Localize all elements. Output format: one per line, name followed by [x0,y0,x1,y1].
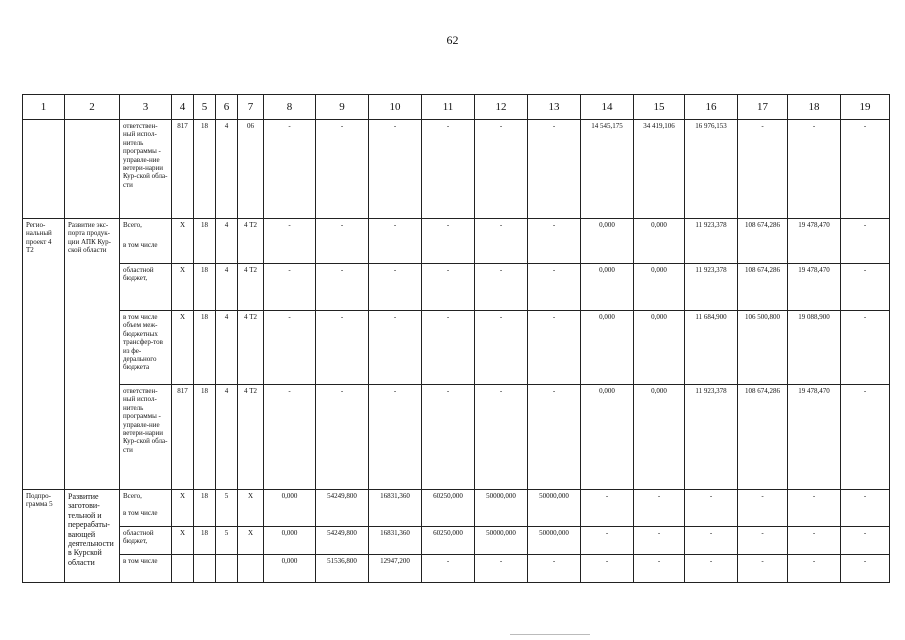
cell-value: 0,000 [581,385,634,490]
cell-value: - [685,555,738,583]
table-row [23,120,890,219]
header-cell: 5 [194,95,216,120]
cell-code: X [238,527,264,555]
cell-value: - [685,490,738,527]
cell-value: - [528,311,581,385]
cell-value: - [788,120,841,219]
table-row [23,311,890,385]
group-title-cell: Развитие экс-порта продук-ции АПК Кур-ской области [65,219,120,490]
header-cell: 10 [369,95,422,120]
cell-value: 19 478,470 [788,385,841,490]
cell-value: 50000,000 [475,490,528,527]
cell-code: X [172,311,194,385]
cell-value: - [788,555,841,583]
cell-value: - [264,264,316,311]
cell-code: X [172,219,194,264]
budget-table [22,94,890,583]
header-cell: 3 [120,95,172,120]
row-name-cell: в том числе объем меж-бюджетных трансфер-тов из фе-дерального бюджета [120,311,172,385]
cell-code: 18 [194,490,216,527]
row-name-cell: в том числе [120,555,172,583]
header-row [23,95,890,120]
row-name-cell: ответствен-ный испол-нитель программы - управле-ние ветери-нарии Кур-ской обла-сти [120,385,172,490]
cell-value: - [841,490,890,527]
group-title-cell: Развитие заготови-тельной и перерабаты-вающей деятельности в Курской области [65,490,120,583]
cell-code [216,555,238,583]
cell-value: 0,000 [581,264,634,311]
cell-value: 60250,000 [422,490,475,527]
row-name-total: Всего, [123,221,142,229]
cell-code: 4 [216,311,238,385]
header-cell: 9 [316,95,369,120]
cell-value: - [422,219,475,264]
cell-value: - [581,555,634,583]
cell-value: 0,000 [581,311,634,385]
cell-code: 18 [194,264,216,311]
table-row [23,219,890,264]
header-cell: 17 [738,95,788,120]
cell-value: - [841,385,890,490]
cell-code: 5 [216,490,238,527]
cell-value: - [422,555,475,583]
cell-code: X [172,490,194,527]
cell-value: - [264,219,316,264]
cell-code: X [172,264,194,311]
cell-code: 18 [194,527,216,555]
table-row [23,264,890,311]
cell-code [238,555,264,583]
cell-code: X [172,527,194,555]
table-row [23,555,890,583]
group-label-cell: Регио-нальный проект 4 Т2 [23,219,65,490]
cell-value: - [581,490,634,527]
cell-value: - [475,264,528,311]
cell-code: 06 [238,120,264,219]
cell-value: - [264,385,316,490]
cell-code [194,555,216,583]
cell-value: 14 545,175 [581,120,634,219]
cell-value: - [738,490,788,527]
cell-value: 50000,000 [528,490,581,527]
cell-value: 0,000 [634,311,685,385]
header-cell: 2 [65,95,120,120]
cell-value: - [369,311,422,385]
header-cell: 11 [422,95,475,120]
cell-value: 0,000 [634,219,685,264]
header-cell: 15 [634,95,685,120]
cell-value: 50000,000 [528,527,581,555]
cell-code: 4 [216,120,238,219]
cell-empty [23,120,65,219]
cell-code: X [238,490,264,527]
cell-value: - [422,311,475,385]
cell-value: - [264,311,316,385]
table-row [23,385,890,490]
cell-value: 19 478,470 [788,264,841,311]
cell-value: - [316,219,369,264]
cell-value: - [841,264,890,311]
cell-value: - [264,120,316,219]
cell-value: - [528,219,581,264]
cell-value: 50000,000 [475,527,528,555]
cell-value: 11 923,378 [685,219,738,264]
header-cell: 12 [475,95,528,120]
cell-value: - [422,385,475,490]
cell-value: - [369,120,422,219]
row-name-total: Всего, [123,492,142,500]
cell-code: 4 [216,264,238,311]
cell-code [172,555,194,583]
cell-value: 16831,360 [369,490,422,527]
row-name-cell [120,490,172,527]
cell-value: - [475,385,528,490]
cell-code: 4 Т2 [238,385,264,490]
cell-value: - [528,120,581,219]
cell-value: - [316,311,369,385]
cell-value: - [528,555,581,583]
cell-value: - [841,555,890,583]
cell-value: - [738,527,788,555]
header-cell: 13 [528,95,581,120]
cell-empty [65,120,120,219]
table-row [23,527,890,555]
cell-value: - [634,527,685,555]
row-name-incl: в том числе [123,241,158,250]
cell-value: 11 684,900 [685,311,738,385]
cell-value: 60250,000 [422,527,475,555]
cell-value: - [422,120,475,219]
page-edge-divider [510,634,590,635]
cell-value: - [369,219,422,264]
cell-value: - [788,527,841,555]
header-cell: 8 [264,95,316,120]
cell-value: - [738,120,788,219]
cell-value: - [528,264,581,311]
cell-value: - [316,385,369,490]
cell-value: - [841,219,890,264]
cell-code: 4 Т2 [238,219,264,264]
header-cell: 19 [841,95,890,120]
cell-value: - [369,385,422,490]
header-cell: 14 [581,95,634,120]
cell-value: 0,000 [264,490,316,527]
cell-value: - [316,120,369,219]
cell-value: 0,000 [581,219,634,264]
header-cell: 4 [172,95,194,120]
cell-code: 5 [216,527,238,555]
cell-value: 0,000 [634,385,685,490]
cell-value: - [738,555,788,583]
cell-value: - [788,490,841,527]
cell-value: 0,000 [264,555,316,583]
cell-value: 11 923,378 [685,264,738,311]
cell-value: 0,000 [264,527,316,555]
cell-code: 817 [172,385,194,490]
cell-value: - [685,527,738,555]
cell-value: 108 674,286 [738,219,788,264]
cell-value: 108 674,286 [738,264,788,311]
cell-value: - [475,311,528,385]
cell-value: 106 500,800 [738,311,788,385]
row-name-cell [120,219,172,264]
cell-value: - [475,555,528,583]
cell-value: - [316,264,369,311]
row-name-cell: областной бюджет, [120,264,172,311]
page-number: 62 [446,33,459,47]
cell-value: - [369,264,422,311]
cell-code: 18 [194,120,216,219]
cell-code: 817 [172,120,194,219]
cell-value: 54249,800 [316,490,369,527]
cell-code: 4 Т2 [238,311,264,385]
header-cell: 1 [23,95,65,120]
cell-value: 16831,360 [369,527,422,555]
cell-value: 34 419,106 [634,120,685,219]
row-name-incl: в том числе [123,509,158,518]
cell-code: 4 [216,385,238,490]
cell-code: 18 [194,219,216,264]
cell-value: 51536,800 [316,555,369,583]
cell-value: - [841,311,890,385]
row-name-cell: ответствен-ный испол-нитель программы - управле-ние ветери-нарии Кур-ской обла-сти [120,120,172,219]
cell-value: 11 923,378 [685,385,738,490]
row-name-cell: областной бюджет, [120,527,172,555]
cell-code: 18 [194,385,216,490]
cell-value: - [581,527,634,555]
header-cell: 16 [685,95,738,120]
header-cell: 7 [238,95,264,120]
table-row [23,490,890,527]
cell-value: - [475,120,528,219]
cell-value: - [475,219,528,264]
cell-value: 0,000 [634,264,685,311]
cell-value: 108 674,286 [738,385,788,490]
cell-value: - [528,385,581,490]
cell-value: - [841,527,890,555]
cell-value: - [634,490,685,527]
header-cell: 6 [216,95,238,120]
cell-code: 18 [194,311,216,385]
cell-value: 19 088,900 [788,311,841,385]
cell-code: 4 Т2 [238,264,264,311]
cell-value: - [422,264,475,311]
cell-value: 54249,800 [316,527,369,555]
header-cell: 18 [788,95,841,120]
cell-value: 16 976,153 [685,120,738,219]
cell-value: 19 478,470 [788,219,841,264]
cell-value: - [841,120,890,219]
cell-value: - [634,555,685,583]
cell-code: 4 [216,219,238,264]
group-label-cell: Подпро-грамма 5 [23,490,65,583]
cell-value: 12947,200 [369,555,422,583]
